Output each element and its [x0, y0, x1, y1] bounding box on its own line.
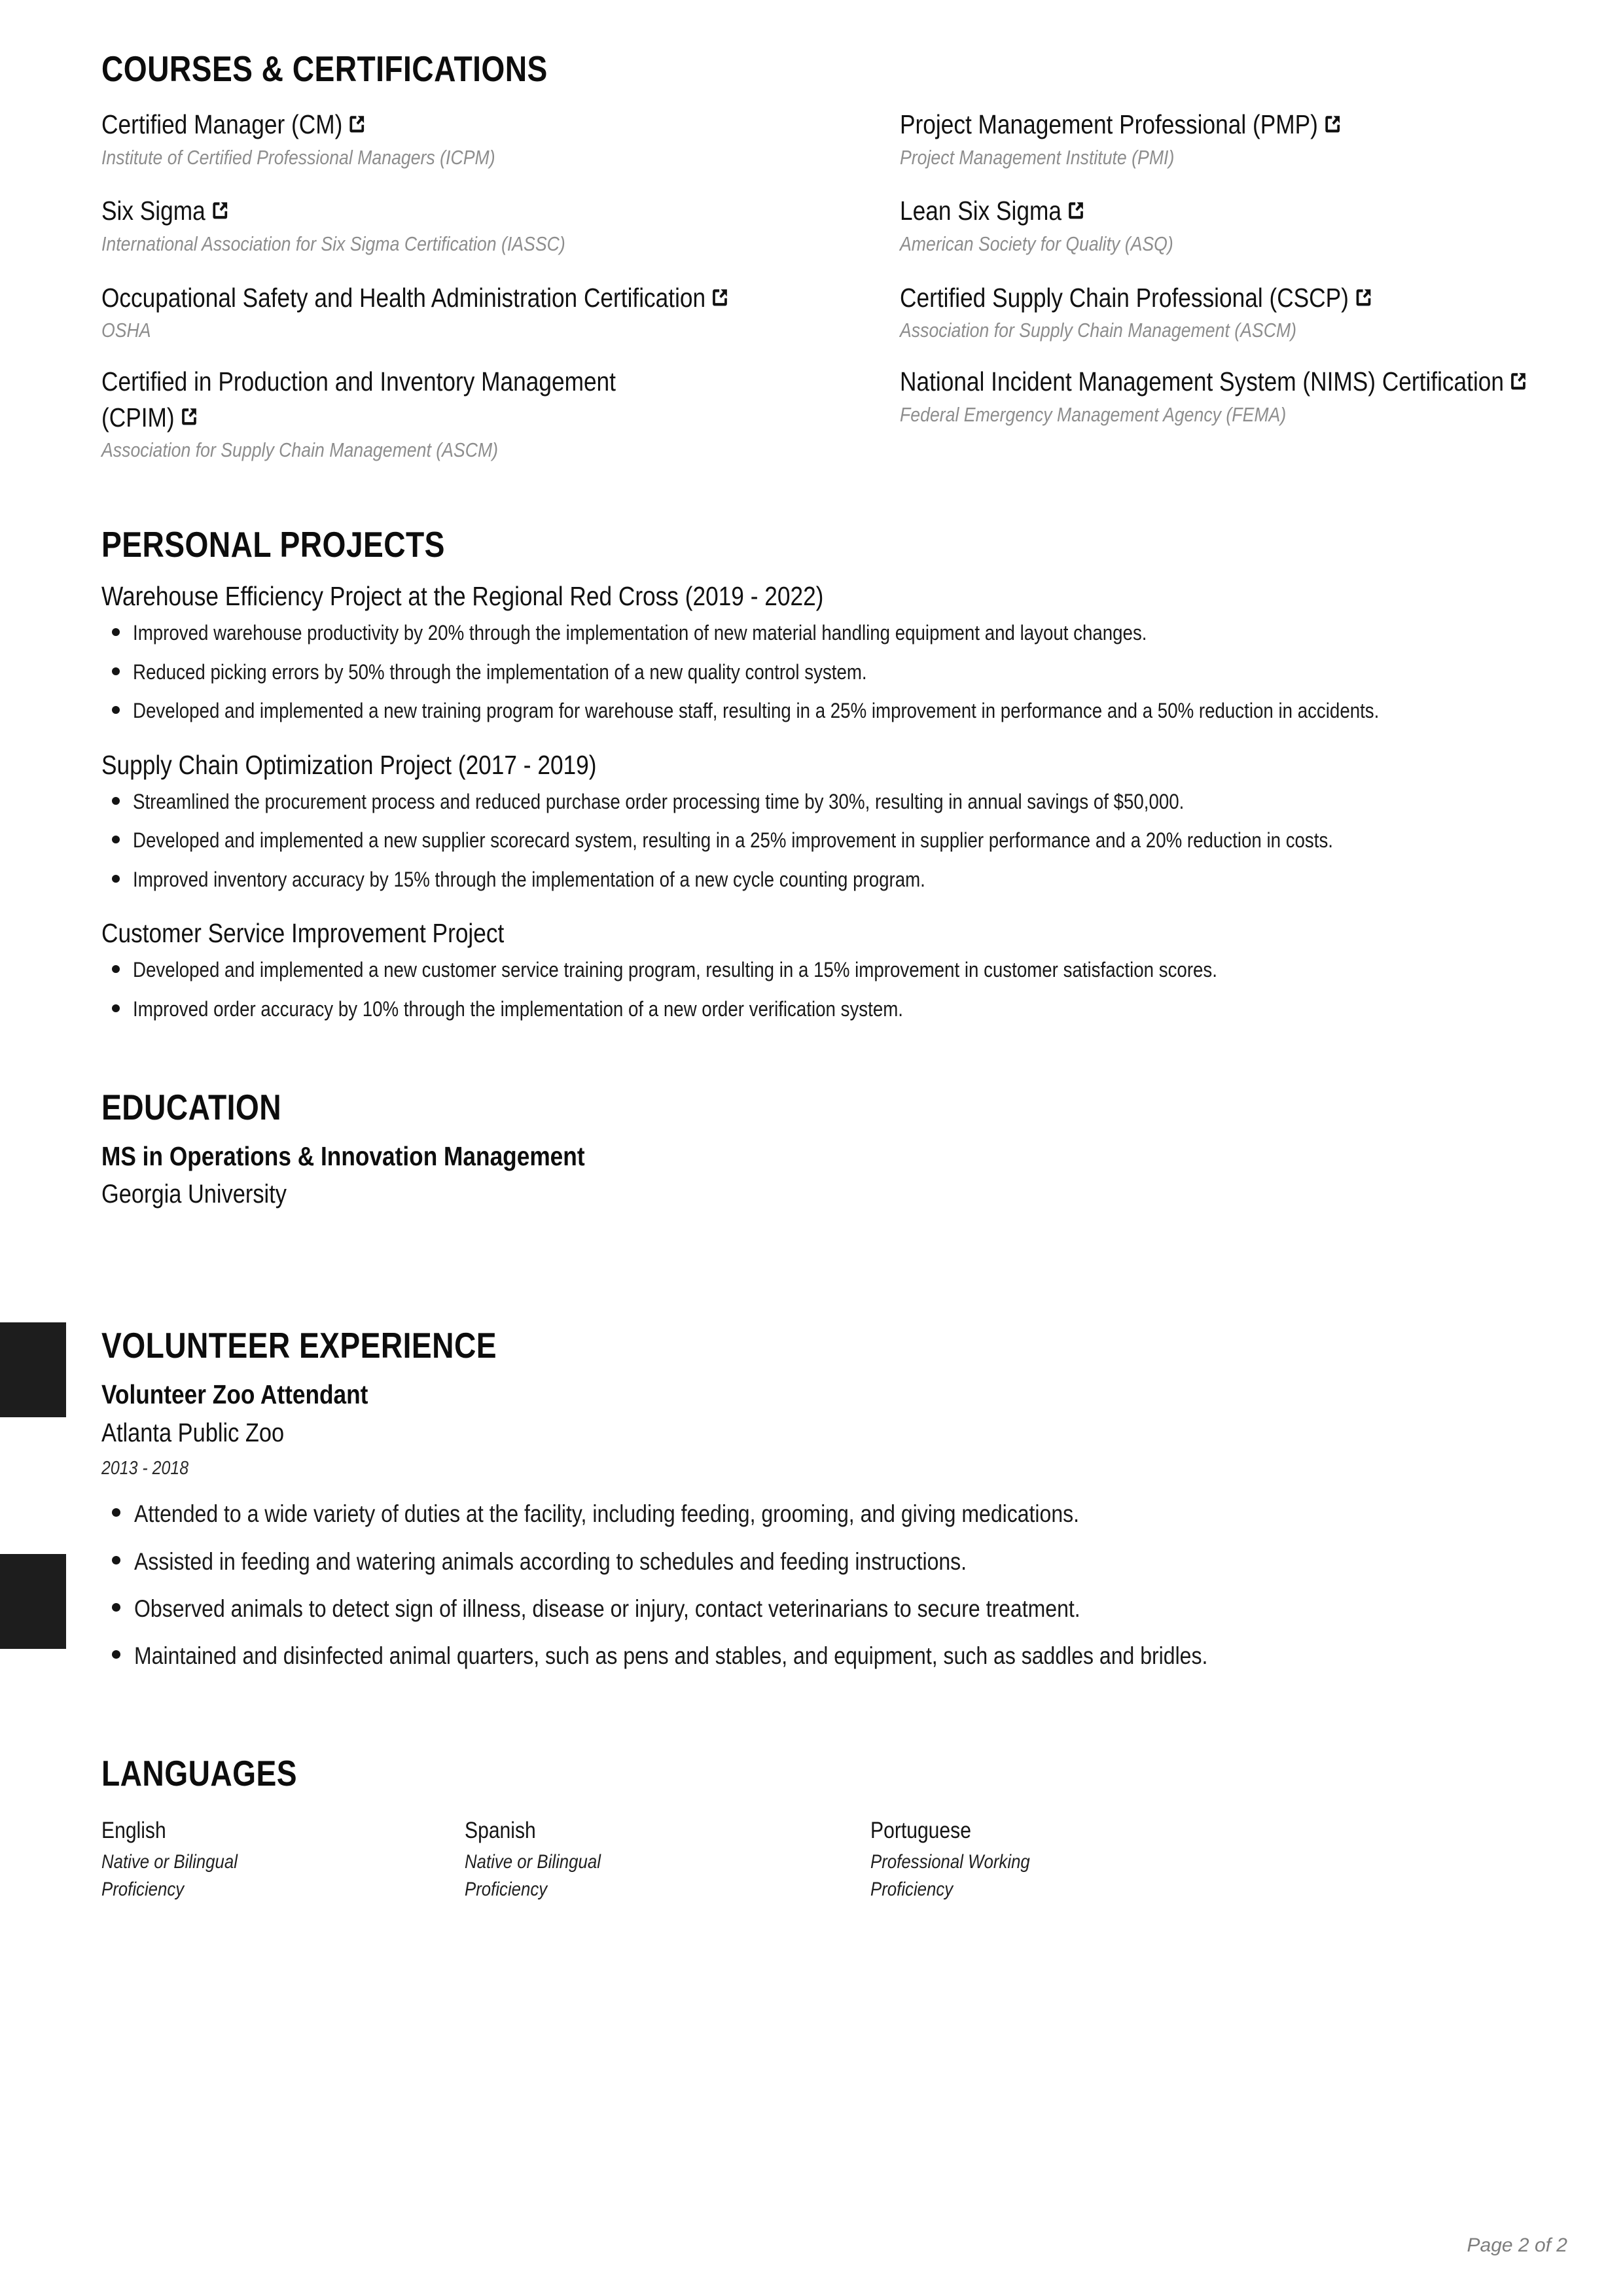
bullet-text: Developed and implemented a new supplier scorecard system, resulting in a 25% improvement in supplier performance and a 20% reduction in costs. — [133, 828, 1333, 853]
section-personal-projects — [101, 523, 1571, 1024]
volunteer-heading: VOLUNTEER EXPERIENCE — [101, 1325, 497, 1366]
section-volunteer-experience — [101, 1325, 1571, 1673]
external-link-icon[interactable] — [1067, 200, 1086, 222]
languages-heading: LANGUAGES — [101, 1753, 297, 1794]
project-bullets — [101, 955, 1571, 1024]
certification-title-text: Certified Supply Chain Professional (CSCP) — [900, 282, 1349, 313]
section-education — [101, 1089, 1571, 1211]
project-title: Supply Chain Optimization Project (2017 - 2019) — [101, 749, 597, 780]
project-title: Customer Service Improvement Project — [101, 918, 505, 949]
certification-issuer: Institute of Certified Professional Managers (ICPM) — [101, 145, 495, 169]
certification-item — [900, 280, 1571, 344]
bullet-item — [101, 618, 1571, 648]
volunteer-organization: Atlanta Public Zoo — [101, 1418, 285, 1447]
bullet-text: Improved inventory accuracy by 15% through the implementation of a new cycle counting program. — [133, 867, 925, 891]
bullet-text: Reduced picking errors by 50% through the implementation of a new quality control system. — [133, 660, 867, 684]
external-link-icon[interactable] — [1509, 370, 1528, 393]
bullet-item — [101, 995, 1571, 1024]
external-link-icon[interactable] — [210, 200, 229, 222]
certification-title-text: Six Sigma — [101, 196, 205, 226]
external-link-icon[interactable] — [711, 287, 730, 309]
certification-title-text: National Incident Management System (NIMS) Certification — [900, 366, 1505, 397]
bullet-item — [101, 955, 1571, 985]
language-level: Native or Bilingual Proficiency — [465, 1851, 601, 1900]
certification-title — [900, 364, 1530, 400]
certification-item — [101, 364, 900, 464]
certification-title — [900, 280, 1530, 316]
certification-issuer: OSHA — [101, 319, 151, 342]
project-block — [101, 917, 1571, 1024]
external-link-icon[interactable] — [1323, 113, 1342, 135]
certification-issuer: Association for Supply Chain Management (ASCM) — [101, 438, 499, 462]
bullet-item — [101, 1496, 1571, 1531]
certification-title — [900, 193, 1530, 229]
section-courses-certifications — [101, 0, 1571, 464]
project-bullets — [101, 787, 1571, 894]
certification-title-text: Certified in Production and Inventory Management (CPIM) — [101, 366, 616, 433]
bullet-text: Assisted in feeding and watering animals according to schedules and feeding instructions. — [134, 1547, 967, 1575]
certification-title — [101, 364, 676, 435]
certification-item — [900, 193, 1571, 257]
section-languages — [101, 1753, 1571, 1903]
bullet-item — [101, 658, 1571, 687]
bullet-item — [101, 696, 1571, 726]
certification-title — [900, 107, 1530, 143]
bullet-text: Developed and implemented a new training program for warehouse staff, resulting in a 25% improvement in performance and a 50% reduction in accidents. — [133, 699, 1380, 723]
certification-title — [101, 280, 735, 316]
certification-issuer: Association for Supply Chain Management (ASCM) — [900, 319, 1297, 342]
bullet-text: Streamlined the procurement process and reduced purchase order processing time by 30%, resulting in annual savings of $50,000. — [133, 789, 1185, 813]
external-link-icon[interactable] — [179, 406, 198, 428]
bullet-item — [101, 1591, 1571, 1626]
personal-projects-heading: PERSONAL PROJECTS — [101, 523, 445, 565]
project-bullets — [101, 618, 1571, 726]
page-footer: Page 2 of 2 — [1467, 2234, 1567, 2256]
education-school: Georgia University — [101, 1180, 287, 1209]
language-name: Portuguese — [870, 1818, 971, 1844]
certification-title-text: Certified Manager (CM) — [101, 109, 343, 139]
volunteer-bullets — [101, 1496, 1571, 1673]
bullet-item — [101, 1544, 1571, 1579]
bullet-text: Observed animals to detect sign of illness, disease or injury, contact veterinarians to secure treatment. — [134, 1595, 1080, 1622]
external-link-icon[interactable] — [1354, 287, 1373, 309]
certification-title — [101, 193, 859, 229]
certification-issuer: International Association for Six Sigma Certification (IASSC) — [101, 232, 565, 255]
bullet-item — [101, 865, 1571, 894]
certification-title — [101, 107, 859, 143]
certification-title-text: Lean Six Sigma — [900, 196, 1061, 226]
bullet-text: Developed and implemented a new customer service training program, resulting in a 15% improvement in customer satisfaction scores. — [133, 958, 1217, 982]
languages-grid — [101, 1816, 1571, 1903]
certifications-grid — [101, 107, 1571, 464]
project-block — [101, 580, 1571, 726]
certification-item — [900, 364, 1571, 464]
courses-certifications-heading: COURSES & CERTIFICATIONS — [101, 48, 548, 89]
certification-item — [101, 193, 900, 257]
resume-content — [101, 0, 1571, 1903]
certification-issuer: Federal Emergency Management Agency (FEMA) — [900, 402, 1287, 426]
language-item — [870, 1816, 1276, 1903]
external-link-icon[interactable] — [348, 113, 366, 135]
bullet-text: Attended to a wide variety of duties at the facility, including feeding, grooming, and giving medications. — [134, 1500, 1080, 1528]
education-degree: MS in Operations & Innovation Management — [101, 1141, 585, 1172]
certification-item — [101, 280, 900, 344]
project-block — [101, 749, 1571, 895]
volunteer-dates: 2013 - 2018 — [101, 1457, 189, 1479]
language-name: English — [101, 1818, 166, 1844]
education-heading: EDUCATION — [101, 1087, 281, 1128]
language-level: Professional Working Proficiency — [870, 1851, 1030, 1900]
certification-item — [900, 107, 1571, 171]
volunteer-role: Volunteer Zoo Attendant — [101, 1379, 368, 1410]
language-name: Spanish — [465, 1818, 536, 1844]
certification-item — [101, 107, 900, 171]
bullet-text: Maintained and disinfected animal quarters, such as pens and stables, and equipment, such as saddles and bridles. — [134, 1642, 1208, 1670]
project-title: Warehouse Efficiency Project at the Regional Red Cross (2019 - 2022) — [101, 580, 824, 611]
education-accent-bar — [0, 1322, 66, 1417]
certification-issuer: Project Management Institute (PMI) — [900, 145, 1175, 169]
volunteer-accent-bar — [0, 1554, 66, 1649]
language-item — [465, 1816, 870, 1903]
certification-title-text: Occupational Safety and Health Administration Certification — [101, 282, 706, 313]
language-level: Native or Bilingual Proficiency — [101, 1851, 238, 1900]
bullet-text: Improved order accuracy by 10% through the implementation of a new order verification system. — [133, 997, 903, 1021]
bullet-text: Improved warehouse productivity by 20% through the implementation of new material handling equipment and layout changes. — [133, 621, 1147, 645]
certification-issuer: American Society for Quality (ASQ) — [900, 232, 1173, 255]
bullet-item — [101, 1638, 1571, 1673]
certification-title-text: Project Management Professional (PMP) — [900, 109, 1318, 139]
bullet-item — [101, 826, 1571, 855]
language-item — [101, 1816, 465, 1903]
bullet-item — [101, 787, 1571, 817]
